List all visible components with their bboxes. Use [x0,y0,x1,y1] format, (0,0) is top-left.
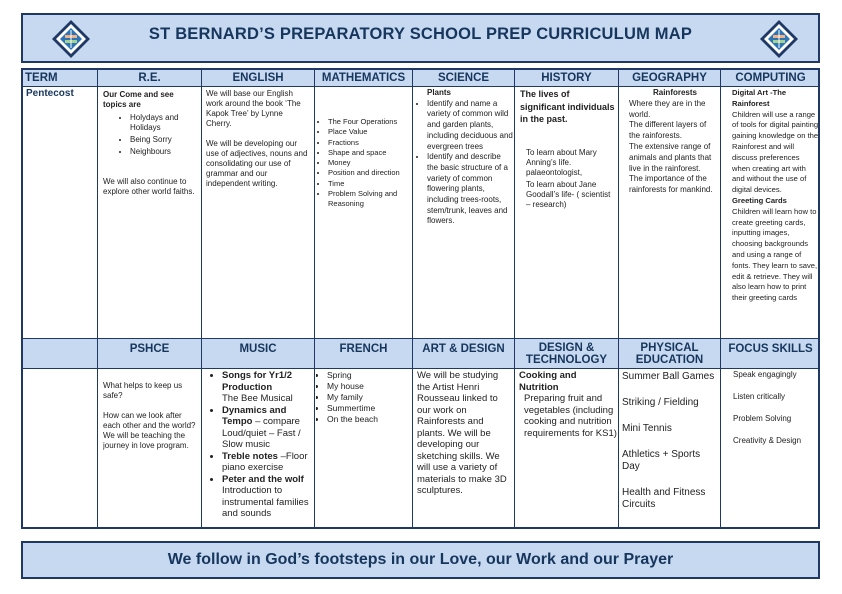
header-re: R.E. [138,72,161,84]
motto-banner [21,541,820,579]
music-item-text: Introduction to instrumental families and sounds [222,485,309,519]
design-technology-cell [519,370,617,460]
computing-item-title: Greeting Cards [732,195,787,205]
list-item: • On the beach [327,414,412,425]
list-item: • Speak engagingly [733,370,818,380]
music-item-title: Songs for Yr1/2 Production [222,370,293,393]
english-cell [206,89,310,209]
english-paragraph: We will base our English work around the book ‘The Kapok Tree’ by Lynne Cherry. [206,89,301,128]
science-cell [416,88,513,258]
list-item: • Identify and name a variety of common wild and garden plants, including deciduous and evergreen trees [427,99,513,153]
list-item: • Fractions [328,138,411,148]
history-cell [520,88,616,248]
pshce-line: What helps to keep us safe? [103,381,183,400]
header-music: MUSIC [239,343,277,355]
page-title: ST BERNARD’S PREPARATORY SCHOOL PREP CURRICULUM MAP [148,25,693,43]
list-item: • Problem Solving and Reasoning [328,189,411,210]
geography-heading: Rainforests [652,88,697,97]
dt-text: Preparing fruit and vegetables (including cooking and nutrition requirements for KS1) [524,393,617,439]
music-item-text: The Bee Musical [222,393,293,404]
list-item: Mini Tennis [622,423,672,434]
history-heading: The lives of significant individuals in the past. [520,89,615,124]
computing-item-text: Children will use a range of tools for digital painting gaining knowledge on the Rainforest and will discuss preferences when creating art with and without the use of digital devices. [732,109,819,195]
list-item: • Place Value [328,127,411,137]
column-divider [720,70,721,527]
header-mathematics: MATHEMATICS [321,72,406,84]
header-science: SCIENCE [437,72,490,84]
computing-item-text: Children will learn how to create greeting cards, inputting images, choosing backgrounds and using a range of fonts. They learn to save, edit & retrieve. They will also learn how to print their greeting cards [732,206,818,303]
pshce-cell [103,381,199,481]
header-term: TERM [25,72,58,84]
list-item: • Being Sorry [130,135,198,145]
list-item: • Shape and space [328,148,411,158]
list-item: • Creativity & Design [733,436,818,446]
header-french: FRENCH [339,343,388,355]
list-item: Health and Fitness Circuits [622,487,706,510]
list-item: • Holydays and Holidays [130,113,198,133]
header-english: ENGLISH [232,72,284,84]
header-physical-education: PHYSICAL EDUCATION [635,342,704,366]
pe-cell [622,371,718,526]
list-item: • Neighbours [130,147,198,157]
pshce-line: How can we look after each other and the world? [103,411,196,430]
column-divider [514,70,515,527]
art-design-cell [417,370,512,510]
list-item: • Problem Solving [733,414,818,424]
music-item-title: Peter and the wolf [222,473,304,485]
music-item-title: Dynamics and Tempo [222,404,287,427]
header-focus-skills: FOCUS SKILLS [728,343,813,355]
list-item: • The extensive range of animals and plants that live in the rainforest. [629,142,718,174]
list-item: • The importance of the rainforests for mankind. [629,174,718,196]
column-divider [97,70,98,527]
music-item-text: – compare Loud/quiet – Fast / Slow music [222,416,301,450]
music-cell [205,370,313,530]
header-design-technology: DESIGN & TECHNOLOGY [525,342,608,366]
list-item: • Identify and describe the basic structure of a variety of common flowering plants, including trees-roots, stem/trunk, leaves and flowers. [427,152,513,227]
header-computing: COMPUTING [735,72,806,84]
art-design-text: We will be studying the Artist Henri Rousseau linked to our work on Rainforests and plants. We will be developing our sketching skills. We will use a variety of materials to make 3D sculptures. [417,370,507,496]
pshce-line: We will be teaching the journey in love program. [103,431,189,450]
french-cell [316,370,412,450]
list-item: • To learn about Mary Anning’s life. palaeontologist, [526,148,616,178]
science-heading: Plants [427,88,452,97]
focus-skills-cell [724,370,818,470]
list-item: • Spring [327,370,412,381]
re-note: We will also continue to explore other world faiths. [103,177,195,196]
curriculum-grid [21,68,820,529]
english-paragraph: We will be developing our use of adjectives, nouns and consolidating our use of grammar and our independent writing. [206,139,308,188]
column-divider [201,70,202,527]
list-item: • My family [327,392,412,403]
header-geography: GEOGRAPHY [632,72,707,84]
list-item: • My house [327,381,412,392]
list-item: • The Four Operations [328,117,411,127]
maths-cell [317,117,411,227]
header-history: HISTORY [541,72,592,84]
music-item-text: –Floor piano exercise [222,450,308,473]
list-item: Striking / Fielding [622,397,699,408]
computing-item-title: Digital Art -The Rainforest [732,88,787,108]
list-item: Athletics + Sports Day [622,449,701,472]
column-divider [618,70,619,527]
dt-heading: Cooking and Nutrition [519,370,577,393]
list-item: • Listen critically [733,392,818,402]
school-crest-icon [759,19,799,59]
title-banner [21,13,820,63]
list-item: • Summertime [327,403,412,414]
list-item: • The different layers of the rainforests. [629,120,718,142]
re-heading: Our Come and see topics are [103,90,174,109]
column-divider [314,70,315,527]
geography-cell [622,88,718,218]
list-item: Summer Ball Games [622,371,715,382]
header-art-design: ART & DESIGN [422,343,505,355]
list-item: • Time [328,179,411,189]
computing-cell [725,88,819,336]
list-item: • Where they are in the world. [629,99,718,121]
motto-text: We follow in God’s footsteps in our Love, our Work and our Prayer [167,551,674,568]
list-item: • To learn about Jane Goodall’s life- ( scientist – research) [526,180,616,210]
column-divider [412,70,413,527]
term-label: Pentecost [26,89,74,99]
list-item: • Money [328,158,411,168]
music-item-title: Treble notes [222,450,278,462]
header-pshce: PSHCE [129,343,170,355]
list-item: • Position and direction [328,168,411,178]
re-cell [103,90,198,210]
